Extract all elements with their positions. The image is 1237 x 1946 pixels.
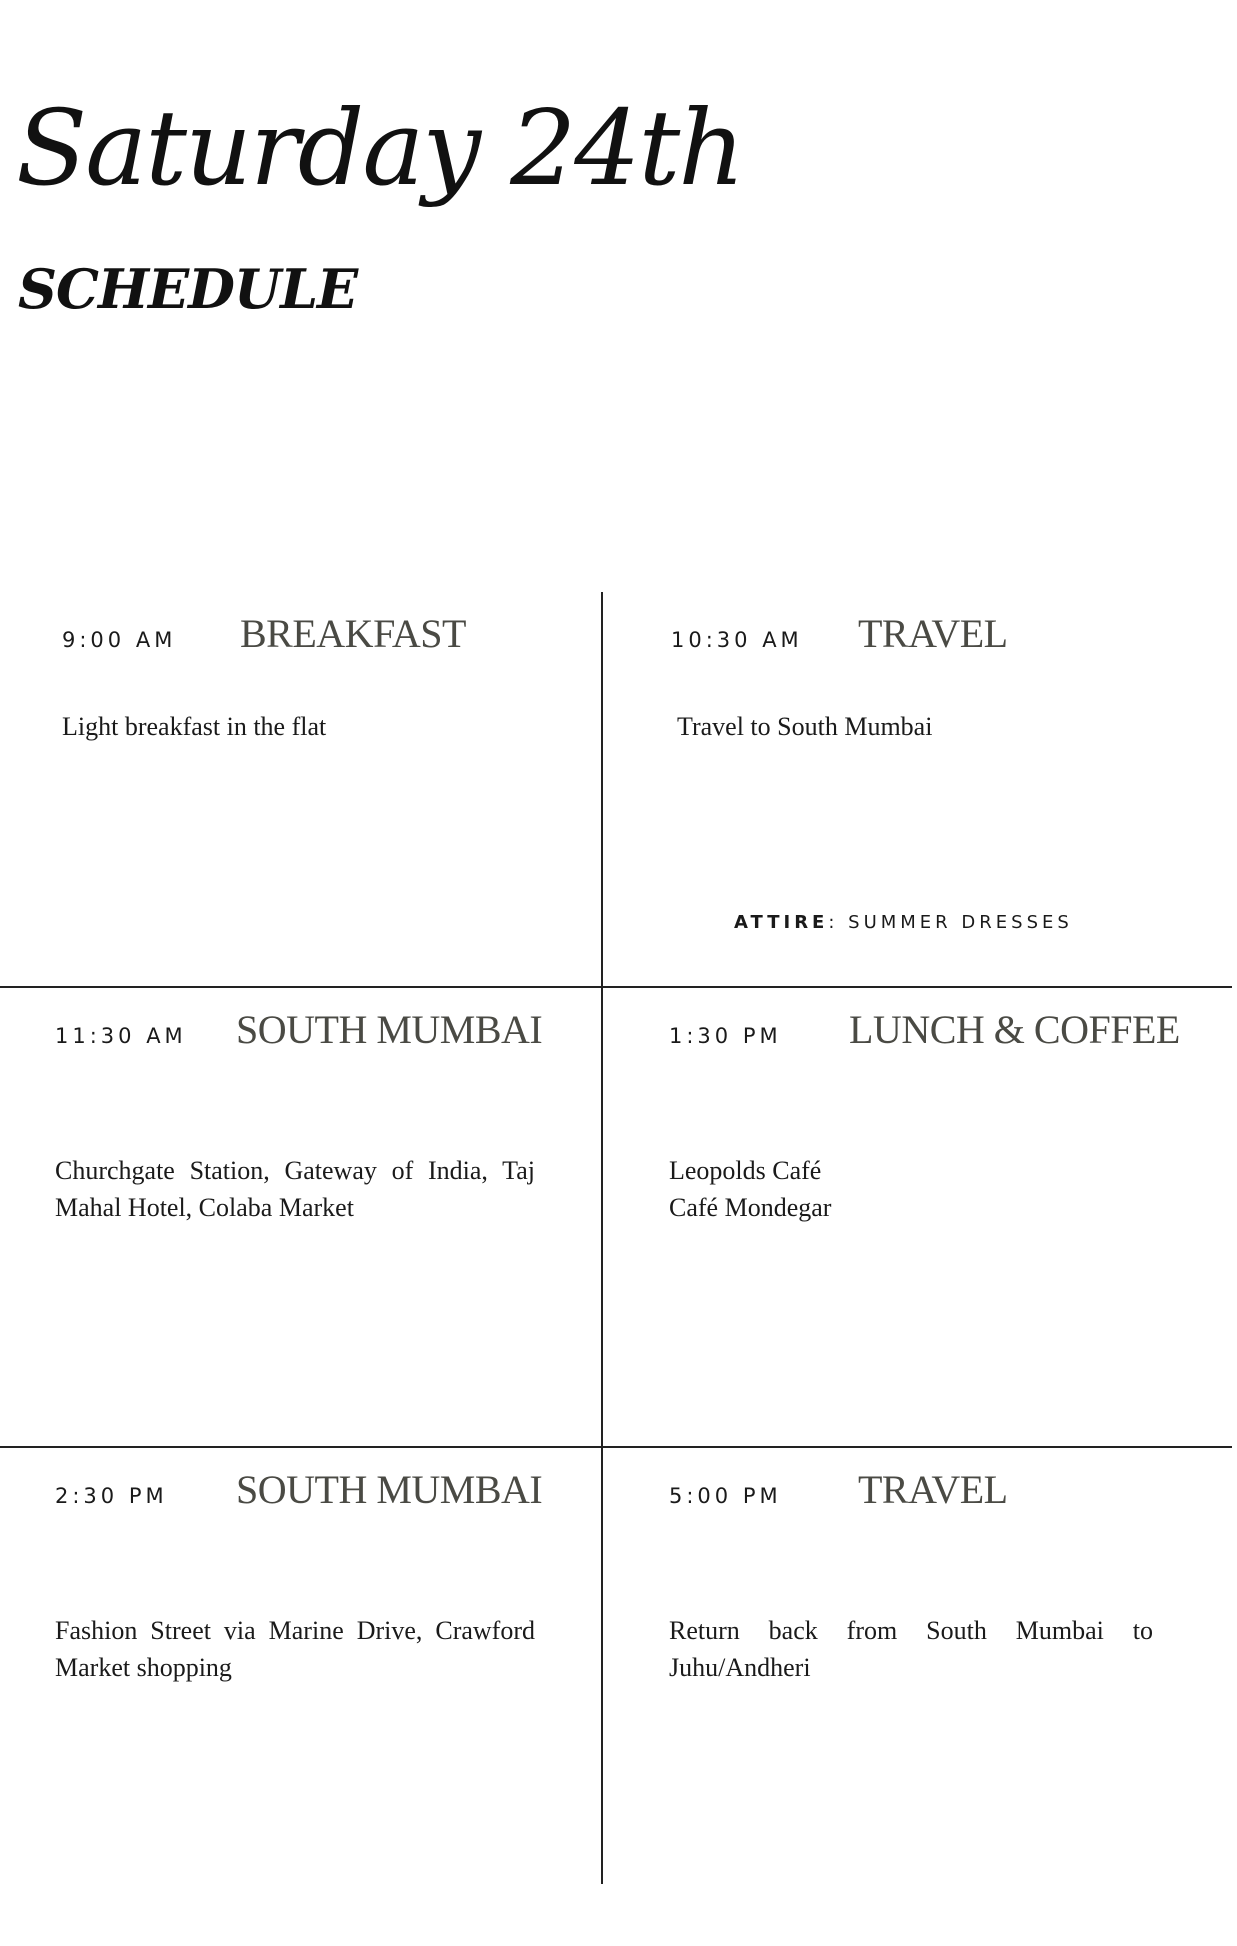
schedule-event: BREAKFAST: [240, 611, 466, 656]
schedule-grid: [0, 592, 1232, 1884]
schedule-item-lunch-coffee: [603, 988, 1180, 1446]
attire-note: [734, 912, 1073, 933]
attire-label: ATTIRE: [734, 912, 829, 933]
schedule-time: 9:00 AM: [62, 628, 177, 652]
schedule-description: Travel to South Mumbai: [677, 712, 933, 741]
schedule-item-travel-return: [603, 1448, 1163, 1884]
schedule-event: SOUTH MUMBAI: [236, 1007, 543, 1052]
schedule-description: Light breakfast in the flat: [62, 712, 327, 741]
schedule-time: 5:00 PM: [669, 1484, 782, 1508]
schedule-description: Fashion Street via Marine Drive, Crawford Market shopping: [55, 1616, 535, 1682]
schedule-event: TRAVEL: [858, 611, 1008, 656]
schedule-event: SOUTH MUMBAI: [236, 1467, 543, 1512]
page-title: Saturday 24th: [16, 87, 744, 209]
schedule-time: 1:30 PM: [669, 1024, 782, 1048]
page-subtitle: SCHEDULE: [18, 257, 358, 321]
schedule-description: Return back from South Mumbai to Juhu/Andheri: [669, 1616, 1153, 1682]
schedule-event: TRAVEL: [858, 1467, 1008, 1512]
schedule-event: LUNCH & COFFEE: [849, 1007, 1180, 1052]
attire-value: : SUMMER DRESSES: [828, 912, 1073, 933]
schedule-description: Leopolds Café Café Mondegar: [669, 1156, 832, 1222]
schedule-description: Churchgate Station, Gateway of India, Taj Mahal Hotel, Colaba Market: [55, 1156, 535, 1222]
schedule-item-south-mumbai-2: [0, 1448, 560, 1884]
schedule-item-south-mumbai: [0, 988, 560, 1446]
schedule-item-travel: [603, 592, 1163, 986]
schedule-time: 11:30 AM: [55, 1024, 187, 1048]
schedule-time: 2:30 PM: [55, 1484, 168, 1508]
schedule-item-breakfast: [0, 592, 560, 986]
schedule-time: 10:30 AM: [671, 628, 803, 652]
